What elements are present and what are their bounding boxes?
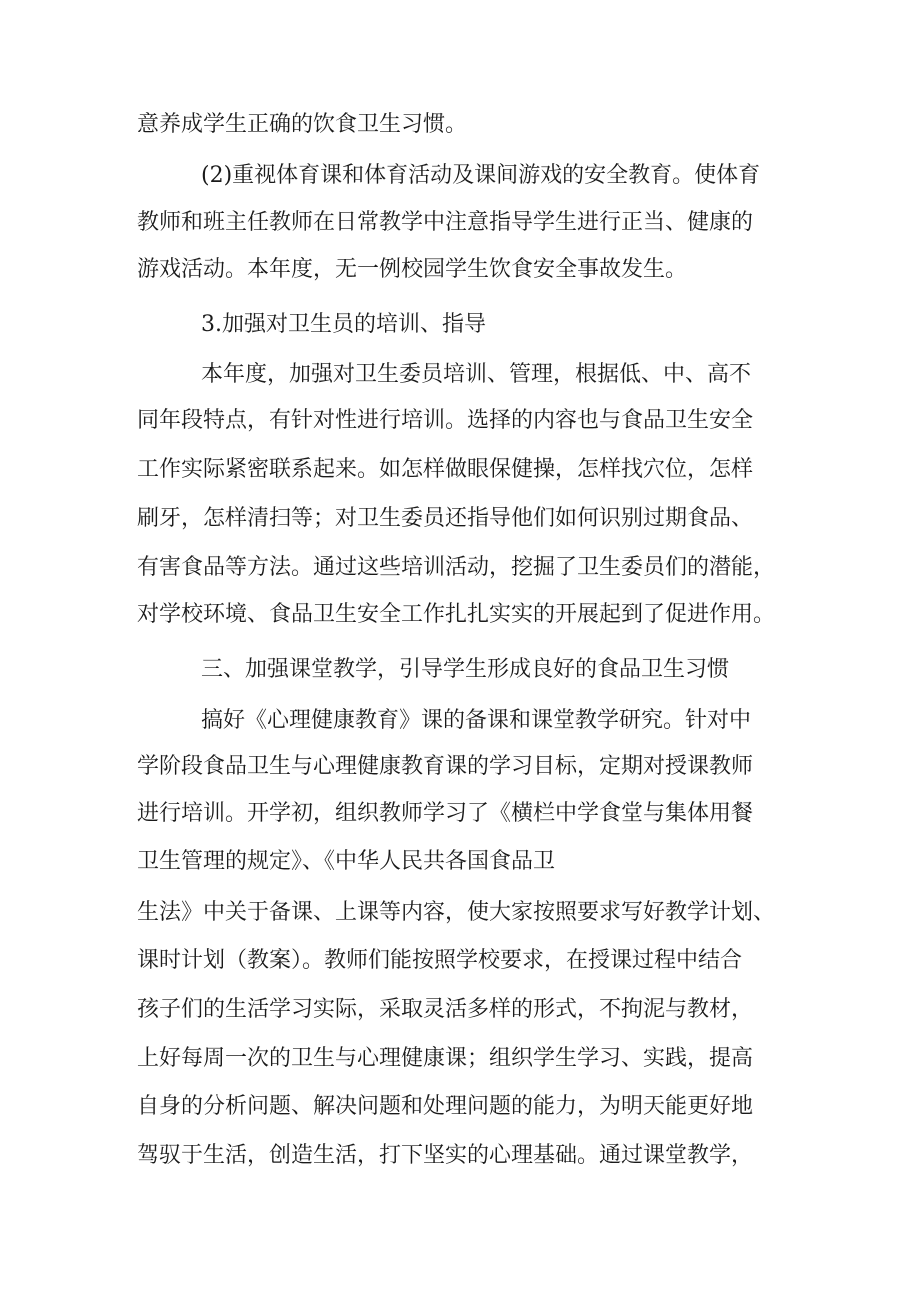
text-line: 孩子们的生活学习实际，采取灵活多样的形式，不拘泥与教材， bbox=[137, 997, 754, 1022]
text-line: 游戏活动。本年度，无一例校园学生饮食安全事故发生。 bbox=[137, 257, 688, 282]
text-line: 对学校环境、食品卫生安全工作扎扎实实的开展起到了促进作用。 bbox=[137, 602, 776, 627]
paragraph-start: 搞好《心理健康教育》课的备课和课堂教学研究。针对中 bbox=[201, 708, 752, 733]
text-line: 同年段特点，有针对性进行培训。选择的内容也与食品卫生安全 bbox=[137, 408, 754, 433]
text-line: 教师和班主任教师在日常教学中注意指导学生进行正当、健康的 bbox=[137, 210, 754, 235]
text-line: 卫生管理的规定》、《中华人民共各国食品卫 bbox=[137, 849, 556, 874]
text-line: 课时计划（教案）。教师们能按照学校要求，在授课过程中结合 bbox=[137, 948, 743, 973]
paragraph-start: 本年度，加强对卫生委员培训、管理，根据低、中、高不 bbox=[201, 362, 752, 387]
text-line: 意养成学生正确的饮食卫生习惯。 bbox=[137, 112, 468, 137]
text-line: 生法》中关于备课、上课等内容，使大家按照要求写好教学计划、 bbox=[137, 900, 776, 925]
text-line: 有害食品等方法。通过这些培训活动，挖掘了卫生委员们的潜能， bbox=[137, 555, 776, 580]
text-line: 上好每周一次的卫生与心理健康课；组织学生学习、实践，提高 bbox=[137, 1046, 754, 1071]
section-heading-three: 三、加强课堂教学，引导学生形成良好的食品卫生习惯 bbox=[201, 657, 730, 682]
text-line: 进行培训。开学初，组织教师学习了《横栏中学食堂与集体用餐 bbox=[137, 801, 754, 826]
paragraph-item-2: (2)重视体育课和体育活动及课间游戏的安全教育。使体育 bbox=[201, 163, 761, 188]
text-line: 自身的分析问题、解决问题和处理问题的能力，为明天能更好地 bbox=[137, 1094, 754, 1119]
text-line: 刷牙，怎样清扫等；对卫生委员还指导他们如何识别过期食品、 bbox=[137, 506, 754, 531]
text-line: 驾驭于生活，创造生活，打下坚实的心理基础。通过课堂教学， bbox=[137, 1143, 754, 1168]
text-line: 学阶段食品卫生与心理健康教育课的学习目标，定期对授课教师 bbox=[137, 754, 754, 779]
text-line: 工作实际紧密联系起来。如怎样做眼保健操，怎样找穴位，怎样 bbox=[137, 457, 754, 482]
section-heading-3: 3.加强对卫生员的培训、指导 bbox=[201, 312, 486, 337]
